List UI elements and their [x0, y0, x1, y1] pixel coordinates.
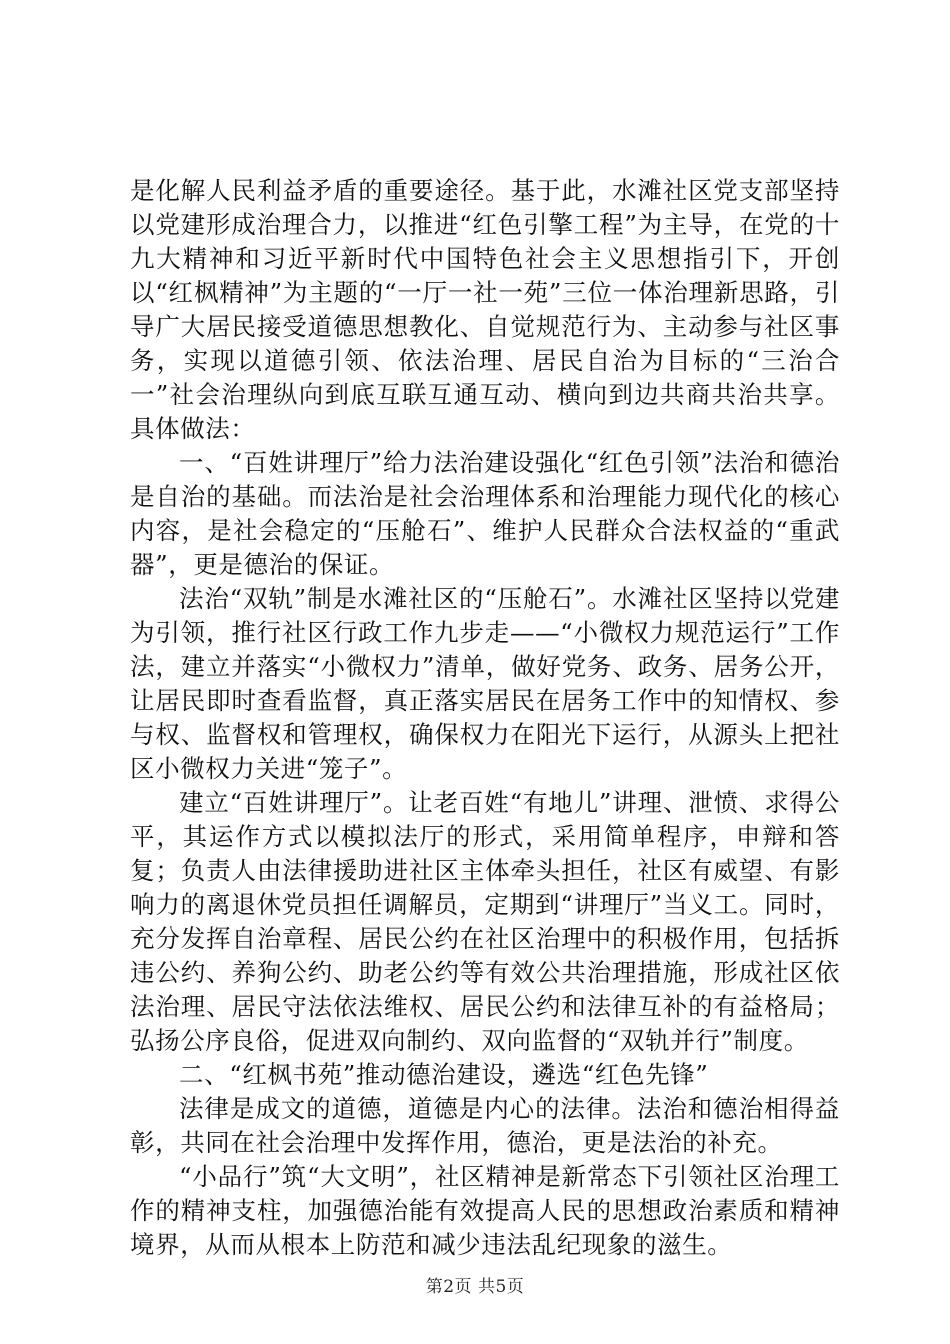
paragraph-law-and-morality: 法律是成文的道德，道德是内心的法律。法治和德治相得益彰，共同在社会治理中发挥作用，德治，更是法治的补充。 [130, 1094, 840, 1157]
document-body [130, 174, 840, 1262]
paragraph-section-two-heading: 二、“红枫书苑”推动德治建设，遴选“红色先锋” [179, 1060, 709, 1089]
paragraph-dual-track: 法治“双轨”制是水滩社区的“压舱石”。水滩社区坚持以党建为引领，推行社区行政工作九步走——“小微权力规范运行”工作法，建立并落实“小微权力”清单，做好党务、政务、居务公开，让居民即时查看监督，真正落实居民在居务工作中的知情权、参与权、监督权和管理权，确保权力在阳光下运行，从源头上把社区小微权力关进“笼子”。 [130, 584, 840, 783]
paragraph-reasoning-hall: 建立“百姓讲理厅”。让老百姓“有地儿”讲理、泄愤、求得公平，其运作方式以模拟法厅的形式，采用简单程序，申辩和答复；负责人由法律援助进社区主体牵头担任，社区有威望、有影响力的离退休党员担任调解员，定期到“讲理厅”当义工。同时，充分发挥自治章程、居民公约在社区治理中的积极作用，包括拆违公约、养狗公约、助老公约等有效公共治理措施，形成社区依法治理、居民守法依法维权、居民公约和法律互补的有益格局；弘扬公序良俗，促进双向制约、双向监督的“双轨并行”制度。 [130, 788, 840, 1055]
paragraph-intro: 是化解人民利益矛盾的重要途径。基于此，水滩社区党支部坚持以党建形成治理合力，以推进“红色引擎工程”为主导，在党的十九大精神和习近平新时代中国特色社会主义思想指引下，开创以“红枫精神”为主题的“一厅一社一苑”三位一体治理新思路，引导广大居民接受道德思想教化、自觉规范行为、主动参与社区事务，实现以道德引领、依法治理、居民自治为目标的“三治合一”社会治理纵向到底互联互通互动、横向到边共商共治共享。具体做法： [130, 176, 840, 443]
paragraph-small-conduct: “小品行”筑“大文明”，社区精神是新常态下引领社区治理工作的精神支柱，加强德治能有效提高人民的思想政治素质和精神境界，从而从根本上防范和减少违法乱纪现象的滋生。 [130, 1162, 840, 1259]
paragraph-section-one-heading: 一、“百姓讲理厅”给力法治建设强化“红色引领”法治和德治是自治的基础。而法治是社会治理体系和治理能力现代化的核心内容，是社会稳定的“压舱石”、维护人民群众合法权益的“重武器”，更是德治的保证。 [130, 448, 840, 579]
page-number-footer: 第2页 共5页 [425, 1277, 525, 1297]
